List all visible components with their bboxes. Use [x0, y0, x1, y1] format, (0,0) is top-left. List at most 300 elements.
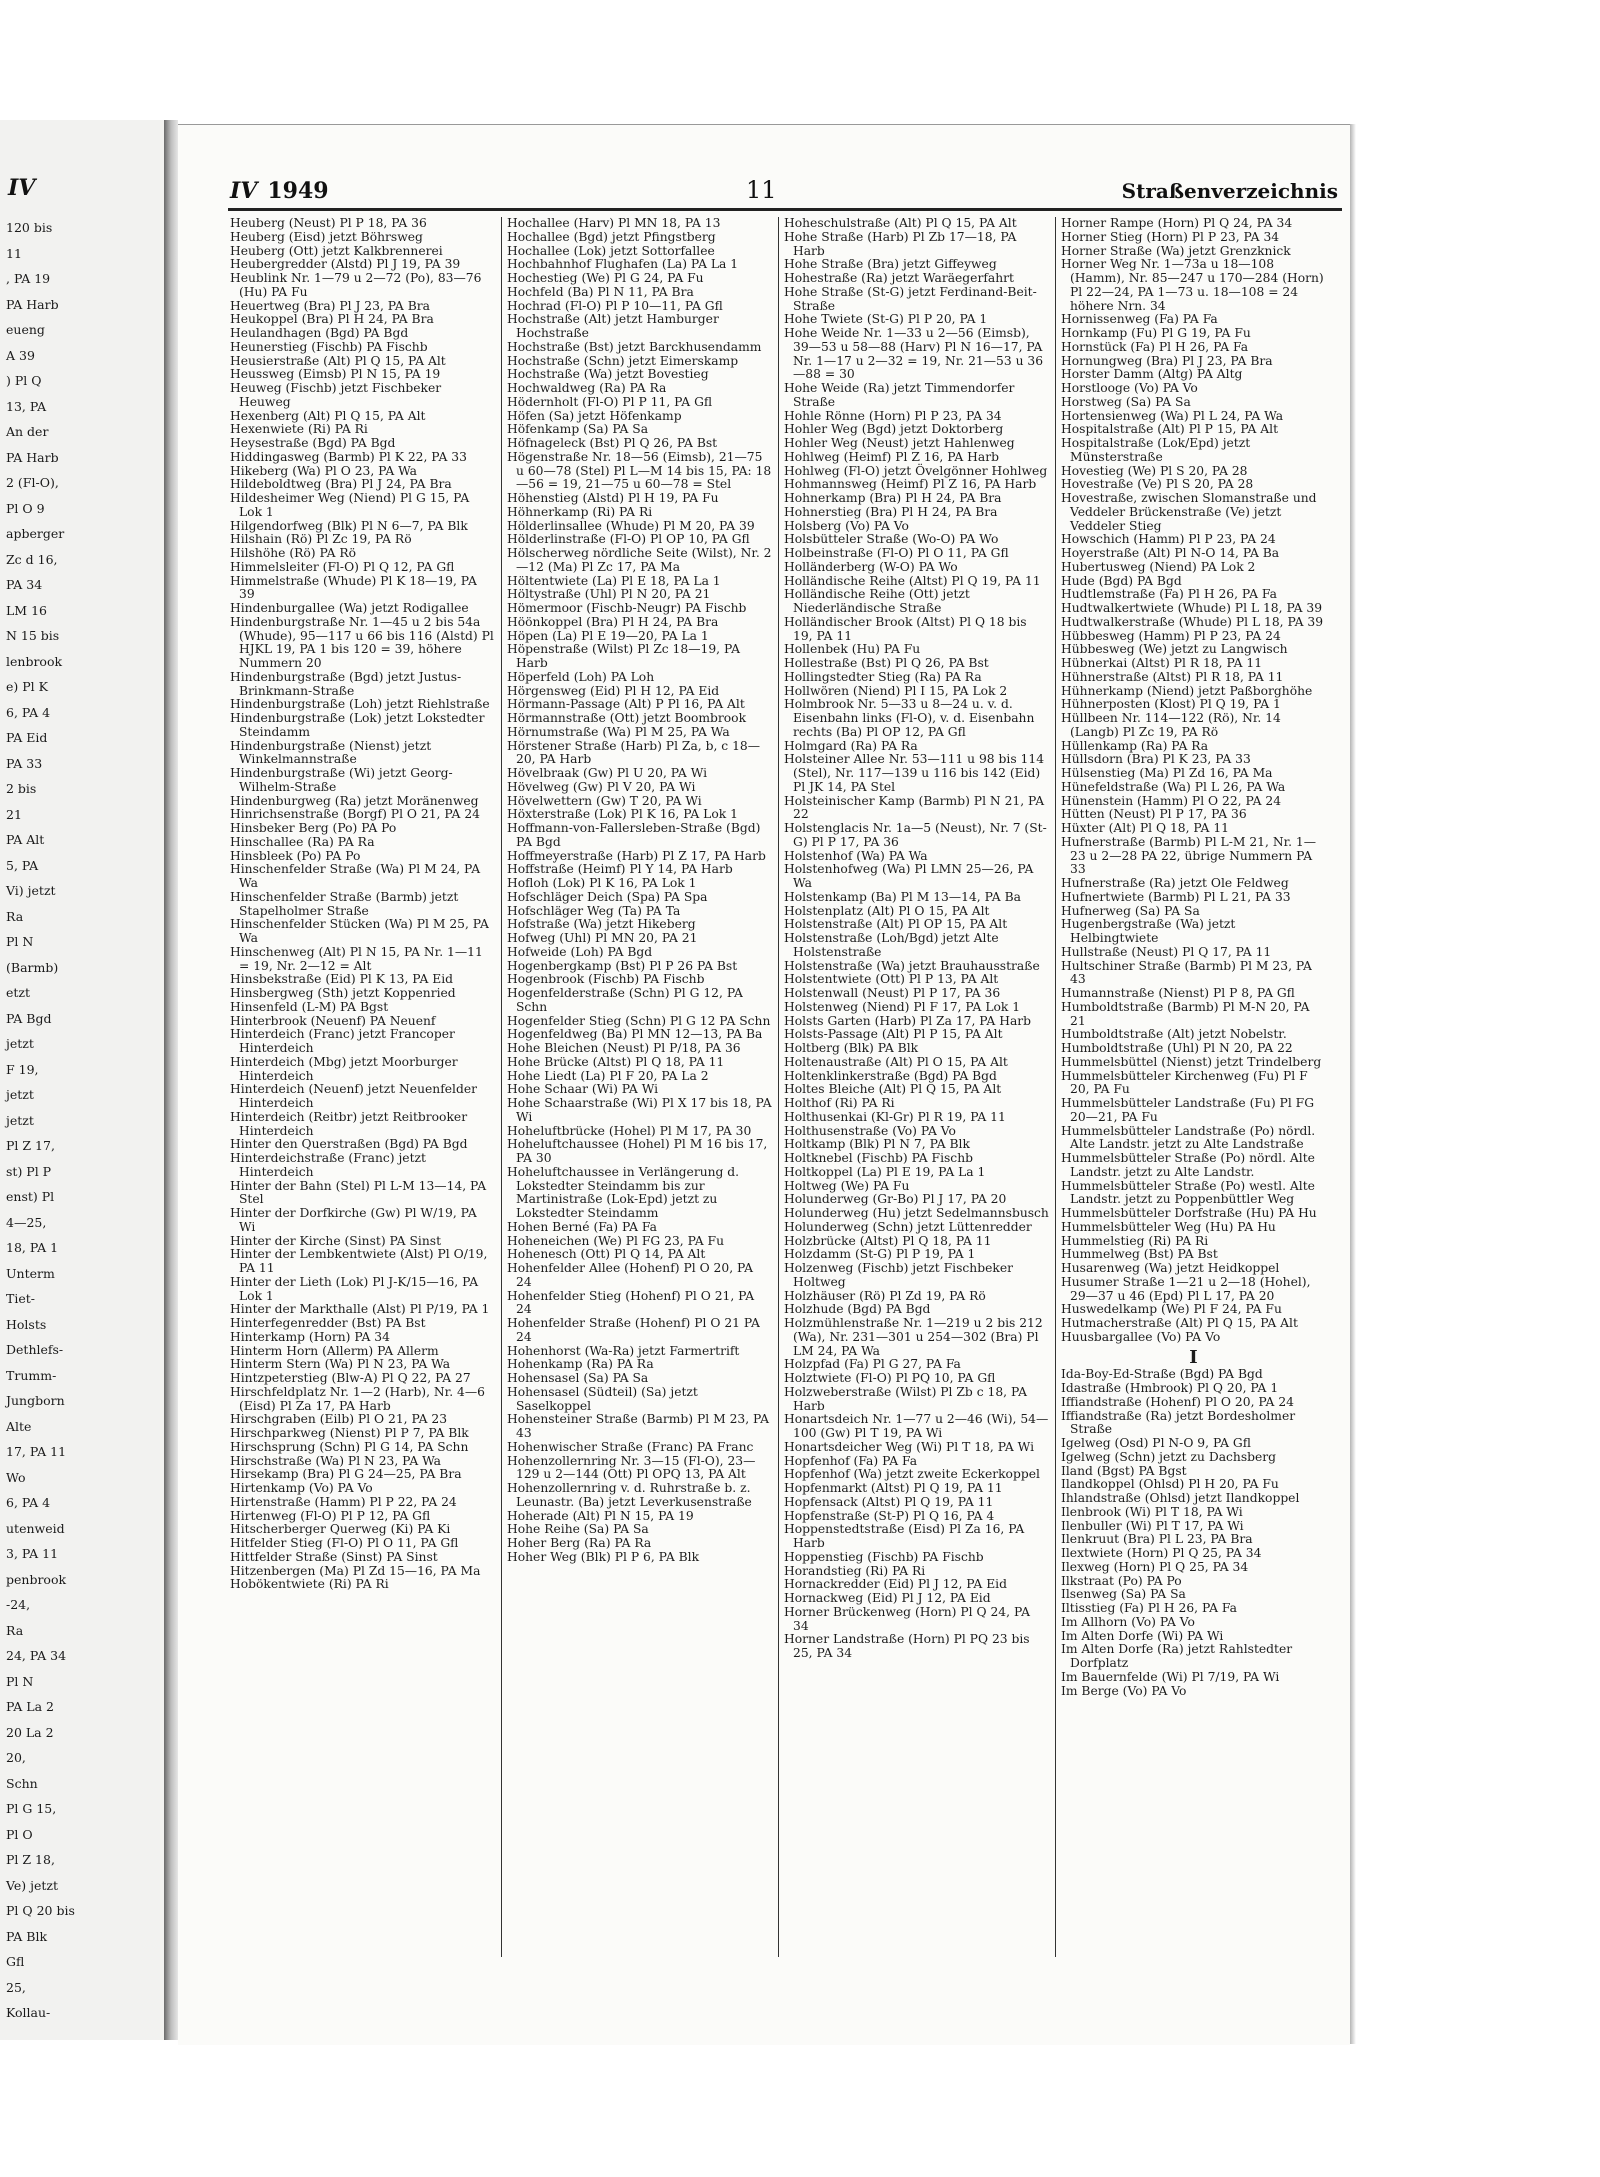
street-entry: Hinschenfelder Straße (Wa) Pl M 24, PA Wa — [230, 862, 481, 890]
street-entry: Hospitalstraße (Lok/Epd) jetzt Münsterstraße — [1061, 436, 1251, 464]
street-entry: Holländerberg (W-O) PA Wo — [784, 559, 958, 574]
street-entry: Iffiandstraße (Ra) jetzt Bordesholmer Straße — [1061, 1408, 1296, 1437]
street-entry: Hindenburgstraße (Lok) jetzt Lokstedter Steindamm — [230, 711, 485, 739]
street-entry: Hohenfelder Straße (Hohenf) Pl O 21 PA 24 — [507, 1316, 760, 1344]
street-entry: Hohnerstieg (Bra) Pl H 24, PA Bra — [784, 504, 998, 519]
street-entry: Hochrad (Fl-O) Pl P 10—11, PA Gfl — [507, 298, 723, 313]
previous-page-fragment: e) Pl K — [6, 679, 48, 694]
street-entry: Hoheluftchaussee in Verlängerung d. Lokstedter Steindamm bis zur Martinistraße (Lok-Epd) jetzt zu Lokstedter Steindamm — [507, 1164, 740, 1220]
page-number: 11 — [746, 176, 777, 204]
previous-page-fragment: PA 33 — [6, 755, 43, 771]
street-entry: Hinter der Kirche (Sinst) PA Sinst — [230, 1233, 442, 1248]
street-entry: Hirtenstraße (Hamm) Pl P 22, PA 24 — [230, 1494, 457, 1509]
street-entry: Hirschgraben (Eilb) Pl O 21, PA 23 — [230, 1412, 448, 1427]
header-rule — [228, 208, 1342, 211]
street-entry: Höltystraße (Uhl) Pl N 20, PA 21 — [507, 587, 711, 602]
street-entry: Iffiandstraße (Hohenf) Pl O 20, PA 24 — [1061, 1394, 1294, 1409]
previous-page-fragment: PA Harb — [6, 449, 59, 465]
street-entry: Holsteinischer Kamp (Barmb) Pl N 21, PA 22 — [784, 793, 1045, 822]
street-entry: Hüllbeen Nr. 114—122 (Rö), Nr. 14 (Langb) Pl Zc 19, PA Rö — [1061, 711, 1281, 739]
street-entry: Hoppenstieg (Fischb) PA Fischb — [784, 1549, 984, 1564]
street-entry: Hochbahnhof Flughafen (La) PA La 1 — [507, 257, 739, 272]
street-entry: Heunerstieg (Fischb) PA Fischb — [230, 339, 428, 354]
street-entry: Hinsbekstraße (Eid) Pl K 13, PA Eid — [230, 972, 454, 987]
street-entry: Husarenweg (Wa) jetzt Heidkoppel — [1061, 1261, 1280, 1275]
previous-page-fragment: Gfl — [6, 1954, 25, 1969]
street-entry: Hoheneichen (We) Pl FG 23, PA Fu — [507, 1233, 725, 1248]
street-entry: Hohenfelder Stieg (Hohenf) Pl O 21, PA 24 — [507, 1288, 755, 1317]
street-entry: Hinterdeich (Neuenf) jetzt Neuenfelder Hinterdeich — [230, 1082, 477, 1110]
street-entry: Hünefeldstraße (Wa) Pl L 26, PA Wa — [1061, 779, 1286, 794]
street-entry: Hühnerposten (Klost) Pl Q 19, PA 1 — [1061, 697, 1281, 712]
street-entry: Husumer Straße 1—21 u 2—18 (Hohel), 29—37 u 46 (Epd) Pl L 17, PA 20 — [1061, 1274, 1311, 1303]
street-entry: Hinter der Markthalle (Alst) Pl P/19, PA 1 — [230, 1302, 490, 1317]
street-entry: Holtkoppel (La) Pl E 19, PA La 1 — [784, 1164, 986, 1179]
previous-page-fragment: Vi) jetzt — [6, 883, 56, 898]
street-entry: Im Berge (Vo) PA Vo — [1061, 1683, 1187, 1698]
street-entry: Hogenbergkamp (Bst) Pl P 26 PA Bst — [507, 958, 738, 973]
street-entry: Hornungweg (Bra) Pl J 23, PA Bra — [1061, 353, 1273, 368]
previous-page-fragment: Unterm — [6, 1265, 55, 1281]
street-entry: Holstenwall (Neust) Pl P 17, PA 36 — [784, 986, 1001, 1000]
street-entry: Hochallee (Lok) jetzt Sottorfallee — [507, 243, 715, 258]
previous-page-fragment: Jungborn — [6, 1393, 65, 1408]
street-entry: Ilexweg (Horn) Pl Q 25, PA 34 — [1061, 1559, 1249, 1574]
street-entry: Hinschenfelder Straße (Barmb) jetzt Stapelholmer Straße — [230, 889, 459, 918]
street-entry: Hoheluftbrücke (Hohel) Pl M 17, PA 30 — [507, 1123, 752, 1138]
street-entry: Holsbütteler Straße (Wo-O) PA Wo — [784, 532, 999, 547]
previous-page-fragment: Tiet- — [6, 1291, 35, 1306]
street-entry: Holstenhof (Wa) PA Wa — [784, 848, 928, 863]
street-entry: Hinter der Lembkentwiete (Alst) Pl O/19, PA 11 — [230, 1247, 488, 1275]
street-entry: Höhenstieg (Alstd) Pl H 19, PA Fu — [507, 491, 719, 505]
street-entry: Hildesheimer Weg (Niend) Pl G 15, PA Lok 1 — [230, 491, 470, 519]
street-entry: Hohe Straße (Bra) jetzt Giffeyweg — [784, 257, 997, 272]
previous-page-fragment: Schn — [6, 1775, 38, 1791]
street-entry: Hohnerkamp (Bra) Pl H 24, PA Bra — [784, 491, 1002, 505]
street-entry: Hübbesweg (We) jetzt zu Langwisch — [1061, 642, 1288, 657]
street-entry: Hindenburgstraße (Loh) jetzt Riehlstraße — [230, 697, 490, 712]
street-entry: Hornackredder (Eid) Pl J 12, PA Eid — [784, 1577, 1007, 1592]
street-entry: Hohe Schaar (Wi) PA Wi — [507, 1082, 659, 1097]
street-entry: Hintzpeterstieg (Blw-A) Pl Q 22, PA 27 — [230, 1371, 471, 1385]
street-entry: Hortensienweg (Wa) Pl L 24, PA Wa — [1061, 408, 1284, 423]
street-entry: Heulandhagen (Bgd) PA Bgd — [230, 326, 409, 340]
street-entry: Holthusenstraße (Vo) PA Vo — [784, 1123, 956, 1138]
directory-page — [178, 124, 1350, 2045]
previous-page-fragment: 3, PA 11 — [6, 1546, 59, 1561]
street-entry: Hinterbrook (Neuenf) PA Neuenf — [230, 1013, 436, 1028]
street-entry: Hilgendorfweg (Blk) Pl N 6—7, PA Blk — [230, 518, 468, 533]
street-entry: Holsts-Passage (Alt) Pl P 15, PA Alt — [784, 1027, 1003, 1042]
street-entry: Holunderweg (Hu) jetzt Sedelmannsbusch — [784, 1206, 1049, 1220]
street-entry: Hollestraße (Bst) Pl Q 26, PA Bst — [784, 656, 989, 670]
street-entry: Hülsenstieg (Ma) Pl Zd 16, PA Ma — [1061, 766, 1273, 780]
street-entry: Hufnerweg (Sa) PA Sa — [1061, 903, 1200, 918]
street-entry: Holtenaustraße (Alt) Pl O 15, PA Alt — [784, 1054, 1008, 1069]
street-entry: Heuertweg (Bra) Pl J 23, PA Bra — [230, 298, 430, 313]
street-entry: Hoher Berg (Ra) PA Ra — [507, 1536, 652, 1550]
street-entry: Hüllenkamp (Ra) PA Ra — [1061, 738, 1209, 753]
street-entry: Heuweg (Fischb) jetzt Fischbeker Heuweg — [230, 381, 442, 409]
street-entry: Hummelsbüttel (Nienst) jetzt Trindelberg — [1061, 1054, 1322, 1069]
street-entry: Holstenglacis Nr. 1a—5 (Neust), Nr. 7 (St-G) Pl P 17, PA 36 — [784, 821, 1047, 849]
street-entry: Hornkamp (Fu) Pl G 19, PA Fu — [1061, 326, 1251, 340]
street-entry: Holunderweg (Gr-Bo) Pl J 17, PA 20 — [784, 1192, 1007, 1207]
previous-page-fragment: Kollau- — [6, 2005, 51, 2020]
street-entry: Hochstraße (Schn) jetzt Eimerskamp — [507, 353, 739, 368]
street-entry: Hufnerstraße (Ra) jetzt Ole Feldweg — [1061, 876, 1289, 890]
street-entry: Hufnertwiete (Barmb) Pl L 21, PA 33 — [1061, 889, 1291, 904]
street-entry: Hummelsbütteler Weg (Hu) PA Hu — [1061, 1219, 1276, 1234]
street-entry: Hugenbergstraße (Wa) jetzt Helbingtwiete — [1061, 917, 1236, 945]
street-entry: Holzhäuser (Rö) Pl Zd 19, PA Rö — [784, 1288, 986, 1303]
street-entry: Hitzenbergen (Ma) Pl Zd 15—16, PA Ma — [230, 1563, 481, 1578]
previous-page-fragment: Wo — [6, 1469, 26, 1485]
street-entry: Hudtwalkerstraße (Whude) Pl L 18, PA 39 — [1061, 614, 1324, 629]
previous-page-fragment: eueng — [6, 322, 45, 337]
street-entry: Hirtenkamp (Vo) PA Vo — [230, 1481, 373, 1495]
street-entry: Hohe Twiete (St-G) Pl P 20, PA 1 — [784, 312, 988, 327]
street-entry: Heusierstraße (Alt) Pl Q 15, PA Alt — [230, 353, 446, 368]
street-entry: Hindenburgstraße (Wi) jetzt Georg-Wilhelm-Straße — [230, 766, 453, 794]
street-entry: Holmbrook Nr. 5—33 u 8—24 u. v. d. Eisenbahn links (Fl-O), v. d. Eisenbahn rechts (Ba) Pl OP 12, PA Gfl — [784, 697, 1035, 739]
previous-page-fragment: -24, — [6, 1597, 31, 1612]
column-2 — [507, 217, 772, 1957]
street-entry: Heubergredder (Alstd) Pl J 19, PA 39 — [230, 257, 461, 272]
street-entry: Hofstraße (Wa) jetzt Hikeberg — [507, 917, 696, 932]
column-divider — [501, 217, 502, 1957]
previous-page-fragment: 120 bis — [6, 220, 53, 235]
street-entry: Hindenburgstraße Nr. 1—45 u 2 bis 54a (Whude), 95—117 u 66 bis 116 (Alstd) Pl HJKL 19, PA 1 bis 120 = 39, höhere Nummern 20 — [230, 614, 494, 670]
street-entry: Hütten (Neust) Pl P 17, PA 36 — [1061, 807, 1247, 822]
street-entry: Hude (Bgd) PA Bgd — [1061, 573, 1182, 588]
street-entry: Holzpfad (Fa) Pl G 27, PA Fa — [784, 1357, 961, 1372]
street-entry: Hochfeld (Ba) Pl N 11, PA Bra — [507, 284, 694, 299]
street-entry: Hikeberg (Wa) Pl O 23, PA Wa — [230, 463, 418, 478]
street-entry: Hohen Berné (Fa) PA Fa — [507, 1219, 657, 1234]
street-entry: Hörgensweg (Eid) Pl H 12, PA Eid — [507, 683, 720, 698]
street-entry: Hoffmeyerstraße (Harb) Pl Z 17, PA Harb — [507, 848, 766, 863]
previous-page-fragment: 20, — [6, 1750, 26, 1765]
previous-page-fragment: (Barmb) — [6, 959, 59, 975]
street-entry: Hohle Rönne (Horn) Pl P 23, PA 34 — [784, 408, 1002, 423]
street-entry: Hornissenweg (Fa) PA Fa — [1061, 312, 1218, 327]
street-entry: Hohenzollernring Nr. 3—15 (Fl-O), 23—129 u 2—144 (Ott) Pl OPQ 13, PA Alt — [507, 1453, 756, 1482]
previous-page-fragment: PA Harb — [6, 296, 59, 312]
previous-page-fragment: PA Alt — [6, 832, 45, 847]
street-entry: Hinterdeich (Franc) jetzt Francoper Hinterdeich — [230, 1027, 455, 1055]
street-entry: Hudtlemstraße (Fa) Pl H 26, PA Fa — [1061, 587, 1277, 602]
previous-page-fragment: enst) Pl — [6, 1189, 55, 1204]
street-entry: Hummelsbütteler Straße (Po) westl. Alte Landstr. jetzt zu Poppenbüttler Weg — [1061, 1178, 1315, 1207]
street-entry: Hinterm Horn (Allerm) PA Allerm — [230, 1343, 439, 1358]
street-entry: Holtkamp (Blk) Pl N 7, PA Blk — [784, 1137, 970, 1152]
previous-page-fragment: apberger — [6, 526, 65, 541]
column-3 — [784, 217, 1049, 1957]
street-entry: Hinschenweg (Alt) Pl N 15, PA Nr. 1—11 = 19, Nr. 2—12 = Alt — [230, 944, 483, 973]
street-entry: Hinterdeich (Mbg) jetzt Moorburger Hinterdeich — [230, 1054, 458, 1083]
street-entry: Hollenbek (Hu) PA Fu — [784, 642, 921, 657]
previous-page-fragment: An der — [6, 424, 49, 439]
street-entry: Hohenesch (Ott) Pl Q 14, PA Alt — [507, 1247, 706, 1262]
street-entry: Hohe Weide Nr. 1—33 u 2—56 (Eimsb), 39—53 u 58—88 (Harv) Pl N 16—17, PA Nr. 1—17 u 2—32 = 19, Nr. 21—53 u 36—88 = 30 — [784, 326, 1044, 382]
street-entry: Hövelbraak (Gw) Pl U 20, PA Wi — [507, 766, 708, 780]
street-entry: Hoffstraße (Heimf) Pl Y 14, PA Harb — [507, 862, 733, 877]
street-entry: Hollwören (Niend) Pl I 15, PA Lok 2 — [784, 683, 1008, 698]
previous-page-fragment: Trumm- — [6, 1367, 57, 1383]
street-entry: Hohensteiner Straße (Barmb) Pl M 23, PA 43 — [507, 1412, 770, 1440]
street-entry: Hovestieg (We) Pl S 20, PA 28 — [1061, 463, 1248, 478]
street-entry: Hobökentwiete (Ri) PA Ri — [230, 1577, 389, 1592]
column-divider — [1055, 217, 1056, 1957]
previous-page-fragment: utenweid — [6, 1520, 65, 1536]
street-entry: Heussweg (Eimsb) Pl N 15, PA 19 — [230, 367, 441, 382]
previous-page-fragment: lenbrook — [6, 653, 63, 669]
street-entry: Hopfensack (Altst) Pl Q 19, PA 11 — [784, 1494, 994, 1509]
previous-page-fragment: 17, PA 11 — [6, 1444, 67, 1459]
previous-page-fragment: Ve) jetzt — [6, 1877, 59, 1893]
street-entry: Hinrichsenstraße (Borgf) Pl O 21, PA 24 — [230, 807, 480, 822]
street-entry: Hohestraße (Ra) jetzt Waräegerfahrt — [784, 271, 1014, 285]
previous-page-fragment: 25, — [6, 1979, 26, 1995]
previous-page-fragment: ) Pl Q — [6, 373, 42, 388]
street-entry: Holländische Reihe (Ott) jetzt Niederländische Straße — [784, 587, 970, 615]
street-entry: Hilshöhe (Rö) PA Rö — [230, 546, 357, 560]
street-entry: Himmelstraße (Whude) Pl K 18—19, PA 39 — [230, 573, 477, 602]
street-entry: Hinterkamp (Horn) PA 34 — [230, 1329, 390, 1344]
street-entry: Ida-Boy-Ed-Straße (Bgd) PA Bgd — [1061, 1367, 1263, 1382]
street-entry: Holtweg (We) PA Fu — [784, 1178, 910, 1193]
street-entry: Im Bauernfelde (Wi) Pl 7/19, PA Wi — [1061, 1669, 1280, 1684]
street-entry: Höxterstraße (Lok) Pl K 16, PA Lok 1 — [507, 807, 738, 822]
street-entry: Hübbesweg (Hamm) Pl P 23, PA 24 — [1061, 628, 1281, 643]
street-entry: Hohenfelder Allee (Hohenf) Pl O 20, PA 24 — [507, 1261, 754, 1289]
previous-page-fragment: PA La 2 — [6, 1699, 54, 1714]
street-entry: Hohenzollernring v. d. Ruhrstraße b. z. Leunastr. (Ba) jetzt Leverkusenstraße — [507, 1481, 752, 1509]
column-4 — [1061, 217, 1326, 1957]
street-entry: Höfenkamp (Sa) PA Sa — [507, 422, 649, 437]
street-entry: Hovestraße, zwischen Slomanstraße und Veddeler Brückenstraße (Ve) jetzt Veddeler Stieg — [1061, 491, 1317, 533]
street-entry: Holländischer Brook (Altst) Pl Q 18 bis 19, PA 11 — [784, 614, 1027, 643]
street-entry: Hexenberg (Alt) Pl Q 15, PA Alt — [230, 408, 426, 423]
street-entry: Holzdamm (St-G) Pl P 19, PA 1 — [784, 1247, 976, 1262]
street-entry: Hiddingasweg (Barmb) Pl K 22, PA 33 — [230, 449, 467, 464]
previous-page-fragment: PA Bgd — [6, 1010, 52, 1026]
previous-page-fragment: Pl N — [6, 934, 34, 949]
previous-page-fragment: 11 — [6, 245, 22, 261]
street-entry: Hölderlinsallee (Whude) Pl M 20, PA 39 — [507, 518, 755, 533]
street-entry: Höperfeld (Loh) PA Loh — [507, 669, 655, 684]
street-entry: Holzweberstraße (Wilst) Pl Zb c 18, PA Harb — [784, 1384, 1028, 1413]
street-entry: Hinter der Lieth (Lok) Pl J-K/15—16, PA Lok 1 — [230, 1274, 479, 1303]
street-entry: Heysestraße (Bgd) PA Bgd — [230, 436, 396, 450]
street-entry: Hopfenmarkt (Altst) Pl Q 19, PA 11 — [784, 1481, 1003, 1495]
street-entry: Huswedelkamp (We) Pl F 24, PA Fu — [1061, 1302, 1282, 1317]
street-entry: Hohe Straße (St-G) jetzt Ferdinand-Beit-Straße — [784, 284, 1037, 313]
previous-page-fragment: Ra — [6, 1622, 24, 1638]
street-entry: Holthof (Ri) PA Ri — [784, 1096, 895, 1110]
street-entry: Hochallee (Harv) Pl MN 18, PA 13 — [507, 217, 721, 230]
street-entry: Hühnerstraße (Altst) Pl R 18, PA 11 — [1061, 669, 1284, 684]
street-entry: Hochwaldweg (Ra) PA Ra — [507, 381, 667, 395]
street-entry: Hohmannsweg (Heimf) Pl Z 16, PA Harb — [784, 477, 1037, 492]
street-entry: Hohe Liedt (La) Pl F 20, PA La 2 — [507, 1068, 709, 1083]
street-entry: Holtenklinkerstraße (Bgd) PA Bgd — [784, 1068, 997, 1083]
previous-page-fragment: PA Blk — [6, 1928, 48, 1944]
previous-page-fragment: 24, PA 34 — [6, 1648, 67, 1663]
street-entry: Horner Straße (Wa) jetzt Grenzknick — [1061, 243, 1291, 258]
street-entry: Hornackweg (Eid) Pl J 12, PA Eid — [784, 1591, 991, 1605]
previous-page-fragment: Pl O — [6, 1826, 33, 1842]
previous-page-edge — [0, 120, 176, 2040]
street-entry: Hinsbergweg (Sth) jetzt Koppenried — [230, 986, 456, 1000]
street-entry: Höfen (Sa) jetzt Höfenkamp — [507, 408, 682, 423]
street-entry: Holstenhofweg (Wa) Pl LMN 25—26, PA Wa — [784, 862, 1034, 890]
street-entry: Hinterfegenredder (Bst) PA Bst — [230, 1316, 426, 1330]
page-title: Straßenverzeichnis — [1121, 179, 1338, 203]
street-entry: Hohenhorst (Wa-Ra) jetzt Farmertrift — [507, 1343, 740, 1358]
street-entry: Holzmühlenstraße Nr. 1—219 u 2 bis 212 (Wa), Nr. 231—301 u 254—302 (Bra) Pl LM 24, PA Wa — [784, 1316, 1043, 1358]
street-entry: Holstenstraße (Wa) jetzt Brauhausstraße — [784, 958, 1040, 973]
previous-page-fragment: , PA 19 — [6, 271, 51, 286]
street-entry: Hufnerstraße (Barmb) Pl L-M 21, Nr. 1—23 u 2—28 PA 22, übrige Nummern PA 33 — [1061, 834, 1317, 877]
previous-page-fragment: Pl G 15, — [6, 1801, 57, 1816]
street-entry: Hohe Weide (Ra) jetzt Timmendorfer Straße — [784, 381, 1015, 409]
street-entry: Heuberg (Eisd) jetzt Böhrsweg — [230, 229, 423, 244]
street-entry: Hummelsbütteler Kirchenweg (Fu) Pl F 20, PA Fu — [1061, 1068, 1308, 1097]
street-entry: Hoherade (Alt) Pl N 15, PA 19 — [507, 1508, 694, 1523]
previous-page-fragment: 6, PA 4 — [6, 1495, 51, 1510]
street-entry: Hinterm Stern (Wa) Pl N 23, PA Wa — [230, 1357, 451, 1372]
street-entry: Holsts Garten (Harb) Pl Za 17, PA Harb — [784, 1013, 1032, 1028]
previous-page-fragment: etzt — [6, 985, 31, 1000]
street-entry: Hochstraße (Alt) jetzt Hamburger Hochstraße — [507, 312, 719, 340]
previous-page-fragment: 2 (Fl-O), — [6, 475, 59, 490]
street-entry: Horner Brückenweg (Horn) Pl Q 24, PA 34 — [784, 1604, 1030, 1633]
previous-page-fragment: jetzt — [6, 1087, 34, 1102]
street-entry: Hummelsbütteler Straße (Po) nördl. Alte Landstr. jetzt zu Alte Landstr. — [1061, 1151, 1315, 1179]
previous-page-fragment: Pl Q 20 bis — [6, 1903, 75, 1918]
street-entry: Horner Stieg (Horn) Pl P 23, PA 34 — [1061, 229, 1280, 244]
previous-page-header: IV — [8, 175, 36, 201]
previous-page-fragment: Pl N — [6, 1673, 34, 1689]
street-entry: Hinter der Bahn (Stel) Pl L-M 13—14, PA Stel — [230, 1178, 487, 1207]
street-entry: Hohe Bleichen (Neust) Pl P/18, PA 36 — [507, 1041, 741, 1055]
street-entry: Hohler Weg (Neust) jetzt Hahlenweg — [784, 436, 1015, 450]
street-entry: Hirschparkweg (Nienst) Pl P 7, PA Blk — [230, 1426, 469, 1440]
street-entry: Im Alten Dorfe (Ra) jetzt Rahlstedter Dorfplatz — [1061, 1642, 1293, 1670]
previous-page-fragment: LM 16 — [6, 602, 47, 618]
street-entry: Hummelstieg (Ri) PA Ri — [1061, 1233, 1209, 1248]
street-entry: Hoffmann-von-Fallersleben-Straße (Bgd) PA Bgd — [507, 821, 761, 849]
street-entry: Hubertusweg (Niend) PA Lok 2 — [1061, 559, 1256, 574]
street-entry: Hoppenstedtstraße (Eisd) Pl Za 16, PA Harb — [784, 1522, 1025, 1550]
street-entry: Horandstieg (Ri) PA Ri — [784, 1563, 926, 1578]
previous-page-fragment: 4—25, — [6, 1214, 47, 1230]
street-entry: Hultschiner Straße (Barmb) Pl M 23, PA 43 — [1061, 958, 1312, 987]
street-entry: Hildeboldtweg (Bra) Pl J 24, PA Bra — [230, 477, 452, 492]
street-entry: Hopfenstraße (St-P) Pl Q 16, PA 4 — [784, 1508, 995, 1523]
street-entry: Hochstraße (Wa) jetzt Bovestieg — [507, 367, 709, 382]
street-entry: Horstweg (Sa) PA Sa — [1061, 394, 1191, 409]
previous-page-fragment: F 19, — [6, 1061, 39, 1077]
street-entry: Hornstück (Fa) Pl H 26, PA Fa — [1061, 339, 1249, 354]
street-entry: Holzhude (Bgd) PA Bgd — [784, 1302, 931, 1317]
street-entry: Hudtwalkertwiete (Whude) Pl L 18, PA 39 — [1061, 601, 1323, 615]
street-entry: Hindenburgallee (Wa) jetzt Rodigallee — [230, 601, 469, 615]
previous-page-fragment: Zc d 16, — [6, 551, 58, 567]
street-entry: Hindenburgweg (Ra) jetzt Moränenweg — [230, 793, 479, 808]
street-entry: Holstenweg (Niend) Pl F 17, PA Lok 1 — [784, 999, 1021, 1014]
street-entry: Horner Rampe (Horn) Pl Q 24, PA 34 — [1061, 217, 1293, 230]
street-entry: Hummelsbütteler Dorfstraße (Hu) PA Hu — [1061, 1206, 1317, 1220]
previous-page-fragment: Dethlefs- — [6, 1342, 64, 1357]
previous-page-fragment: jetzt — [6, 1112, 34, 1128]
street-entry: Howschich (Hamm) Pl P 23, PA 24 — [1061, 532, 1276, 547]
column-divider — [778, 217, 779, 1957]
previous-page-fragment: 18, PA 1 — [6, 1240, 59, 1255]
street-entry: Hirtenweg (Fl-O) Pl P 12, PA Gfl — [230, 1508, 431, 1523]
street-entry: Holztwiete (Fl-O) Pl PQ 10, PA Gfl — [784, 1371, 996, 1385]
street-entry: Holzbrücke (Altst) Pl Q 18, PA 11 — [784, 1233, 992, 1248]
street-entry: Huusbargallee (Vo) PA Vo — [1061, 1329, 1221, 1344]
street-entry: Hödernholt (Fl-O) Pl P 11, PA Gfl — [507, 394, 713, 409]
street-entry: Hofschläger Weg (Ta) PA Ta — [507, 903, 681, 918]
street-entry: Hovestraße (Ve) Pl S 20, PA 28 — [1061, 477, 1254, 492]
street-entry: Heublink Nr. 1—79 u 2—72 (Po), 83—76 (Hu) PA Fu — [230, 271, 482, 299]
previous-page-fragment: 5, PA — [6, 857, 39, 873]
street-entry: Hünenstein (Hamm) Pl O 22, PA 24 — [1061, 793, 1282, 808]
street-entry: Horner Landstraße (Horn) Pl PQ 23 bis 25, PA 34 — [784, 1632, 1030, 1660]
street-entry: Holthusenkai (Kl-Gr) Pl R 19, PA 11 — [784, 1109, 1006, 1124]
street-entry: Hinsbeker Berg (Po) PA Po — [230, 821, 397, 835]
street-entry: Hüxter (Alt) Pl Q 18, PA 11 — [1061, 821, 1229, 835]
street-entry: Hutmacherstraße (Alt) Pl Q 15, PA Alt — [1061, 1316, 1298, 1330]
street-entry: Hohlweg (Fl-O) jetzt Övelgönner Hohlweg — [784, 463, 1048, 478]
street-entry: Hölderlinstraße (Fl-O) Pl OP 10, PA Gfl — [507, 532, 750, 547]
previous-page-fragment: penbrook — [6, 1571, 67, 1587]
street-entry: Höhnerkamp (Ri) PA Ri — [507, 504, 653, 519]
street-entry: Humboldtstraße (Alt) jetzt Nobelstr. — [1061, 1027, 1287, 1042]
previous-page-fragment: Holsts — [6, 1316, 47, 1332]
street-entry: Hühnerkamp (Niend) jetzt Paßborghöhe — [1061, 683, 1313, 698]
street-entry: Hirschsprung (Schn) Pl G 14, PA Schn — [230, 1439, 469, 1454]
street-entry: Himmelsleiter (Fl-O) Pl Q 12, PA Gfl — [230, 559, 455, 574]
street-entry: Holstenkamp (Ba) Pl M 13—14, PA Ba — [784, 889, 1021, 904]
street-entry: Hopfenhof (Wa) jetzt zweite Eckerkoppel — [784, 1467, 1040, 1482]
street-entry: Hörstener Straße (Harb) Pl Za, b, c 18—20, PA Harb — [507, 738, 761, 767]
street-entry: Hinsbleek (Po) PA Po — [230, 848, 361, 863]
street-entry: Ilextwiete (Horn) Pl Q 25, PA 34 — [1061, 1546, 1262, 1560]
street-entry: Ilkstraat (Po) PA Po — [1061, 1573, 1182, 1588]
street-entry: Hirsekamp (Bra) Pl G 24—25, PA Bra — [230, 1467, 462, 1482]
street-entry: Hilshain (Rö) Pl Zc 19, PA Rö — [230, 532, 412, 547]
street-entry: Hinschallee (Ra) PA Ra — [230, 834, 375, 849]
street-entry: Hüllsdorn (Bra) Pl K 23, PA 33 — [1061, 752, 1251, 767]
street-entry: Heuberg (Neust) Pl P 18, PA 36 — [230, 217, 427, 230]
street-entry: Holsteiner Allee Nr. 53—111 u 98 bis 114 (Stel), Nr. 117—139 u 116 bis 142 (Eid) Pl JK 14, PA Stel — [784, 752, 1045, 794]
street-entry: Humannstraße (Nienst) Pl P 8, PA Gfl — [1061, 986, 1295, 1000]
street-entry: Holzenweg (Fischb) jetzt Fischbeker Holtweg — [784, 1261, 1013, 1289]
street-entry: Hörnumstraße (Wa) Pl M 25, PA Wa — [507, 724, 730, 739]
street-entry: Hohensasel (Sa) PA Sa — [507, 1371, 649, 1385]
street-entry: Hogenfelderstraße (Schn) Pl G 12, PA Schn — [507, 986, 743, 1014]
street-entry: Hohe Reihe (Sa) PA Sa — [507, 1522, 649, 1537]
street-entry: Hinterdeichstraße (Franc) jetzt Hinterdeich — [230, 1151, 426, 1179]
street-entry: Hohe Schaarstraße (Wi) Pl X 17 bis 18, PA Wi — [507, 1096, 772, 1124]
street-entry: Hinterdeich (Reitbr) jetzt Reitbrooker Hinterdeich — [230, 1109, 468, 1138]
